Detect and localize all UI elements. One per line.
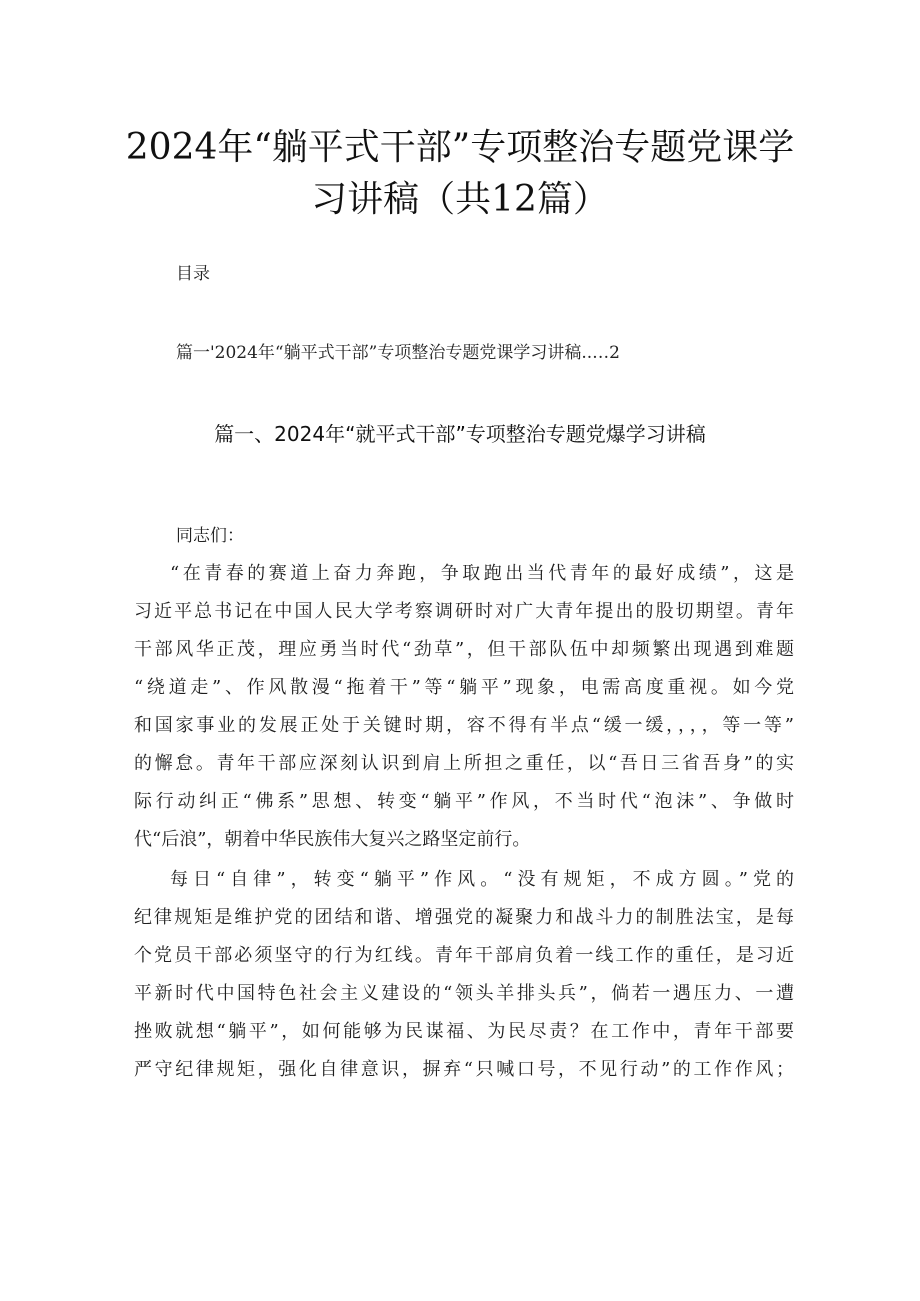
paragraph-line: 的懈怠。青年干部应深刻认识到肩上所担之重任，以“吾日三省吾身”的实 — [134, 753, 794, 774]
paragraph-line: 每日“自律”，转变“躺平”作风。“没有规矩，不成方圆。”党的 — [170, 869, 794, 890]
paragraph-line: 挫败就想“躺平”，如何能够为民谋福、为民尽责？在工作中，青年干部要 — [134, 1021, 794, 1042]
paragraph-line: 习近平总书记在中国人民大学考察调研时对广大青年提出的股切期望。青年 — [134, 601, 794, 622]
toc-entry[interactable]: 篇一'2024年“躺平式干部”专项整治专题党课学习讲稿..…2 — [176, 343, 620, 363]
paragraph-line: 严守纪律规矩，强化自律意识，摒弃“只喊口号，不见行动”的工作作风； — [134, 1059, 794, 1080]
document-title-line-2: 习讲稿（共12篇） — [311, 179, 609, 220]
document-title-line-1: 2024年“躺平式干部”专项整治专题党课学 — [125, 127, 795, 168]
paragraph — [134, 555, 794, 859]
paragraph — [134, 861, 794, 1089]
toc-heading: 目录 — [176, 264, 210, 284]
paragraph-line: 平新时代中国特色社会主义建设的“领头羊排头兵”，倘若一遇压力、一遭 — [134, 983, 794, 1004]
paragraph-line: “在青春的赛道上奋力奔跑，争取跑出当代青年的最好成绩”，这是 — [170, 563, 794, 584]
paragraph-line: 干部风华正茂，理应勇当时代“劲草”，但干部队伍中却频繁出现遇到难题 — [134, 639, 794, 660]
paragraph-line: 纪律规矩是维护党的团结和谐、增强党的凝聚力和战斗力的制胜法宝，是每 — [134, 907, 794, 928]
document-title — [100, 122, 820, 226]
paragraph-line: “绕道走”、作风散漫“拖着干”等“躺平”现象，电需高度重视。如今党 — [134, 677, 794, 698]
section-heading: 篇一、2024年“就平式干部”专项整治专题党爆学习讲稿 — [214, 422, 706, 446]
salutation: 同志们： — [176, 526, 244, 546]
paragraph-line: 际行动纠正“佛系”思想、转变“躺平”作风，不当时代“泡沫”、争做时 — [134, 791, 794, 812]
paragraph-line: 代“后浪”，朝着中华民族伟大复兴之路坚定前行。 — [134, 829, 531, 850]
paragraph-line: 个党员干部必须坚守的行为红线。青年干部肩负着一线工作的重任，是习近 — [134, 945, 794, 966]
body-text — [134, 555, 794, 1089]
paragraph-line: 和国家事业的发展正处于关键时期，容不得有半点“缓一缓，，，，等一等” — [134, 715, 794, 736]
